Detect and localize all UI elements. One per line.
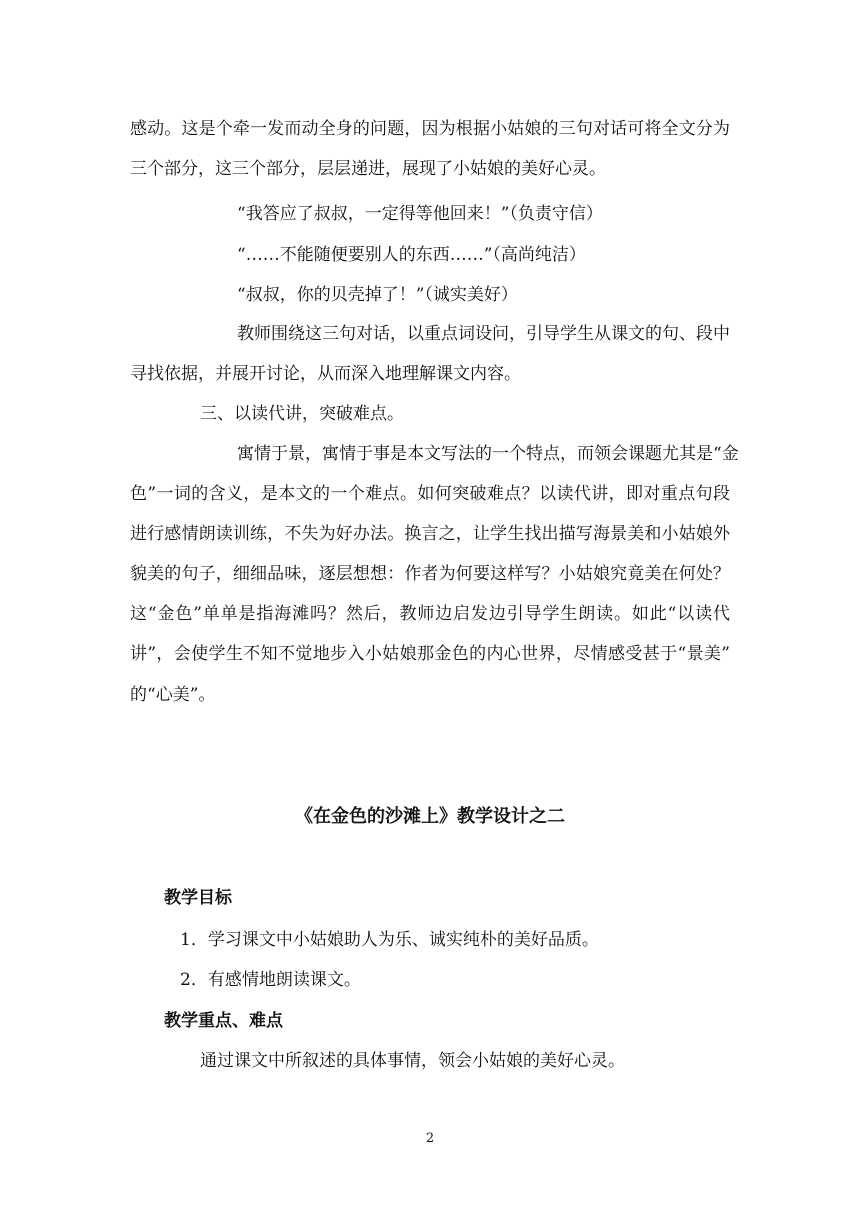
section-heading-goals: 教学目标 [164,888,232,908]
paragraph-line: 进行感情朗读训练，不失为好办法。换言之，让学生找出描写海景美和小姑娘外 [130,524,730,544]
goal-item: 1．学习课文中小姑娘助人为乐、诚实纯朴的美好品质。 [180,930,599,950]
paragraph-line: 色”一词的含义，是本文的一个难点。如何突破难点？以读代讲，即对重点句段 [130,484,730,504]
paragraph-line: 寻找依据，并展开讨论，从而深入地理解课文内容。 [130,364,521,384]
paragraph-line: 貌美的句子，细细品味，逐层想想：作者为何要这样写？小姑娘究竟美在何处？ [130,564,730,584]
section-heading: 三、以读代讲，突破难点。 [200,404,404,424]
quote-line: “……不能随便要别人的东西……”（高尚纯洁） [237,245,586,265]
document-title: 《在金色的沙滩上》教学设计之二 [295,806,565,827]
paragraph-line: 教师围绕这三句对话，以重点词设问，引导学生从课文的句、段中 [237,324,730,344]
quote-line: “叔叔，你的贝壳掉了！”（诚实美好） [237,285,518,305]
paragraph-line: 讲”，会使学生不知不觉地步入小姑娘那金色的内心世界，尽情感受甚于“景美” [130,644,730,664]
paragraph-line: 这“金色”单单是指海滩吗？然后，教师边启发边引导学生朗读。如此“以读代 [130,604,730,624]
paragraph-line: 感动。这是个牵一发而动全身的问题，因为根据小姑娘的三句对话可将全文分为 [130,119,730,139]
quote-line: “我答应了叔叔，一定得等他回来！”（负责守信） [237,204,603,224]
section-heading-keypoints: 教学重点、难点 [164,1011,283,1031]
paragraph-line: 的“心美”。 [130,685,216,705]
goal-item: 2．有感情地朗读课文。 [180,970,361,990]
keypoints-text: 通过课文中所叙述的具体事情，领会小姑娘的美好心灵。 [200,1051,625,1071]
paragraph-line: 三个部分，这三个部分，层层递进，展现了小姑娘的美好心灵。 [130,159,606,179]
paragraph-line: 寓情于景，寓情于事是本文写法的一个特点，而领会课题尤其是“金 [237,444,739,464]
page-number: 2 [425,1131,435,1146]
